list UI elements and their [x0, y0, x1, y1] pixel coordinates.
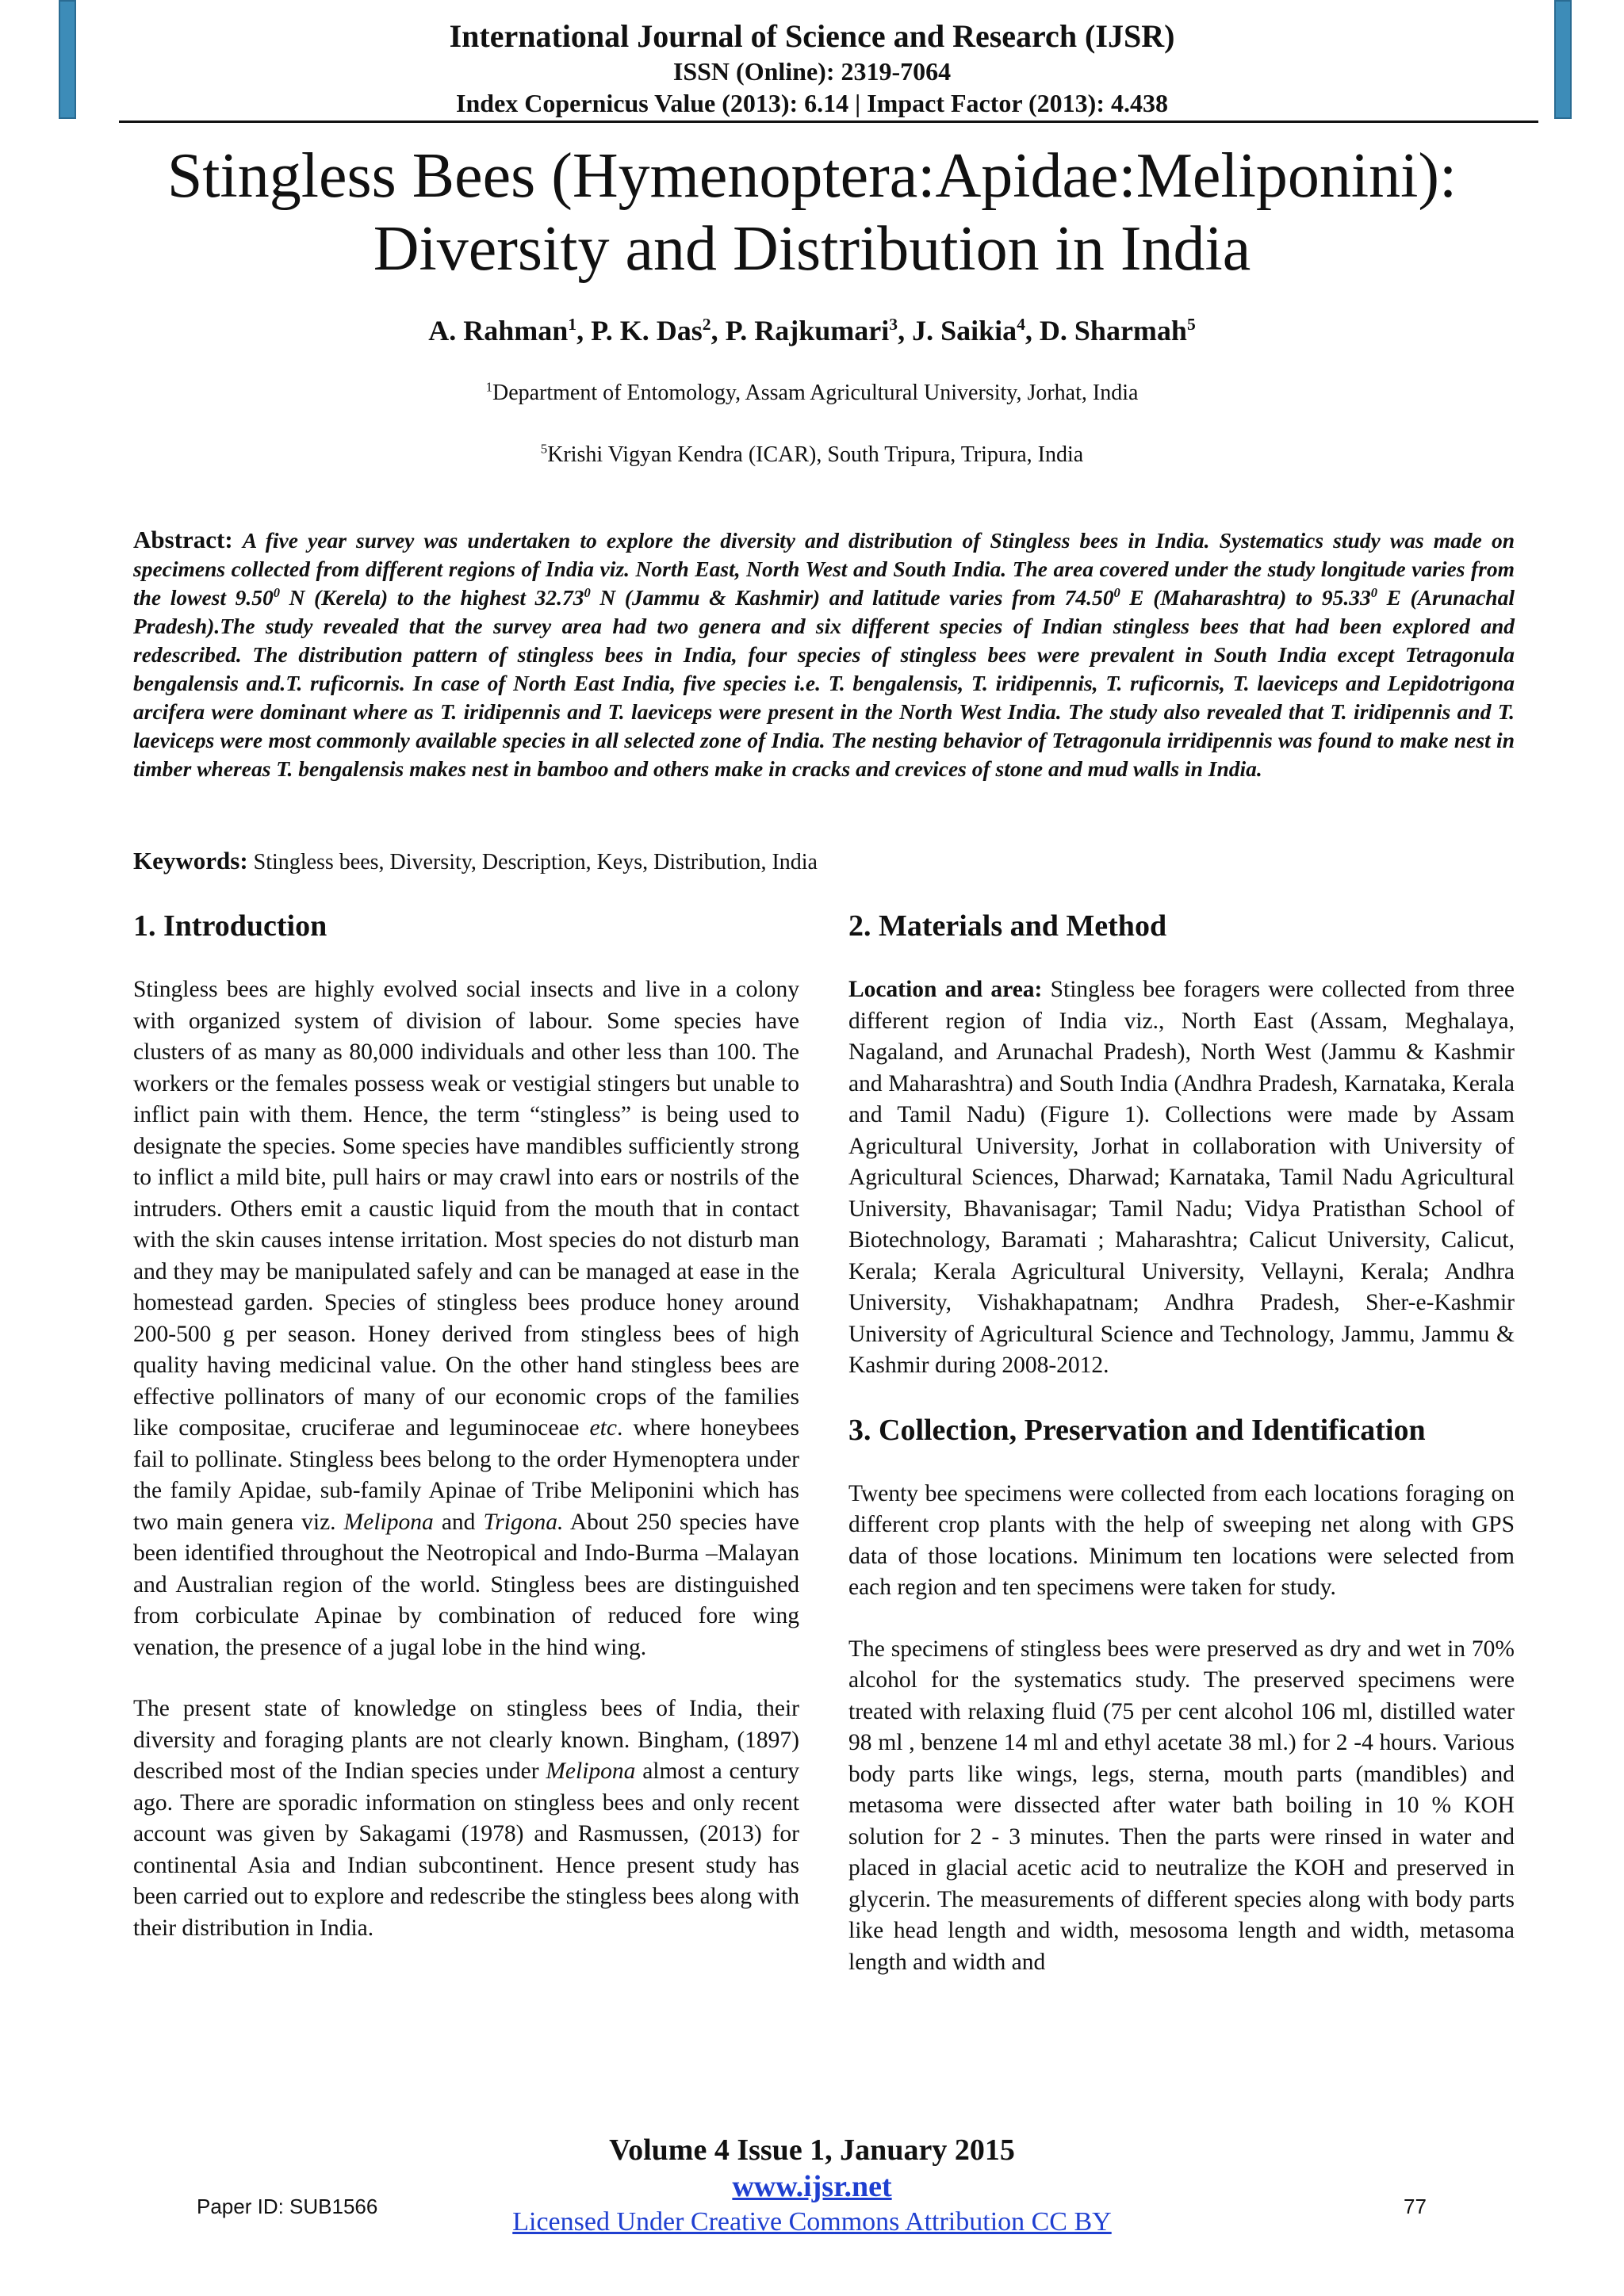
title-line-2: Diversity and Distribution in India [373, 214, 1251, 284]
affiliation-1 [0, 381, 1624, 406]
materials-lead: Location and area: [848, 977, 1043, 1002]
footer-license-link[interactable]: Licensed Under Creative Commons Attribution CC BY [512, 2207, 1112, 2237]
author-name: J. Saikia [912, 315, 1017, 346]
journal-header [0, 17, 1624, 119]
abstract-label: Abstract: [133, 526, 233, 553]
journal-name: International Journal of Science and Research (IJSR) [449, 18, 1175, 54]
collection-paragraph-2: The specimens of stingless bees were preserved as dry and wet in 70% alcohol for the systematics study. The preserved specimens were treated with relaxing fluid (75 per cent alcohol 106 ml, distilled water 98 ml , benzene 14 ml and ethyl acetate 38 ml.) for 2 -4 hours. Various body parts like wings, legs, sterna, mouth parts (mandibles) and metasoma were dissected after water bath boiling in 10 % KOH solution for 2 - 3 minutes. Then the parts were rinsed in water and placed in glacial acetic acid to neutralize the KOH and preserved in glycerin. The measurements of different species along with body parts like head length and width, mesosoma length and width, metasoma length and width and [848, 1636, 1515, 1975]
footer-paper-id: Paper ID: SUB1566 [197, 2195, 378, 2218]
right-column [848, 908, 1515, 2008]
author-sup: 5 [1186, 315, 1196, 334]
intro-paragraph-2: The present state of knowledge on stingless bees of India, their diversity and foraging plants are not clearly known. Bingham, (1897) described most of the Indian species under Melipona almost a century ago. There are sporadic information on stingless bees and only recent account was given by Sakagami (1978) and Rasmussen, (2013) for continental Asia and Indian subcontinent. Hence present study has been carried out to explore and redescribe the stingless bees along with their distribution in India. [133, 1696, 799, 1941]
abstract-text: A five year survey was undertaken to explore the diversity and distribution of Stingless bees in India. Systematics study was made on specimens collected from different regions of India viz. North East, North West and South India. The area covered under the study longitude varies from the lowest 9.50$^0$ N (Kerela) to the highest 32.73$^0$ N (Jammu & Kashmir) and latitude varies from 74.50$^0$ E (Maharashtra) to 95.33$^0$ E (Arunachal Pradesh).The study revealed that the survey area had two genera and six different species of Indian stingless bees that had been explored and redescribed. The distribution pattern of stingless bees in India, four species of stingless bees were prevalent in South India except Tetragonula bengalensis and.T. ruficornis. In case of North East India, five species i.e. T. bengalensis, T. iridipennis, T. ruficornis, T. laeviceps and Lepidotrigona arcifera were dominant where as T. iridipennis and T. laeviceps were present in the North West India. The study also revealed that T. iridipennis and T. laeviceps were most commonly available species in all selected zone of India. The nesting behavior of Tetragonula irridipennis was found to make nest in timber whereas T. bengalensis makes nest in bamboo and others make in cracks and crevices of stone and mud walls in India. [133, 528, 1515, 781]
author-name: P. K. Das [591, 315, 703, 346]
keywords-label: Keywords: [133, 847, 248, 874]
journal-index: Index Copernicus Value (2013): 6.14 | Impact Factor (2013): 4.438 [456, 89, 1168, 117]
header-divider [119, 121, 1538, 123]
left-column [133, 908, 799, 1974]
collection-paragraph-1: Twenty bee specimens were collected from each locations foraging on different crop plants with the help of sweeping net along with GPS data of those locations. Minimum ten locations were selected from each region and ten specimens were taken for study. [848, 1480, 1515, 1600]
keywords-text: Stingless bees, Diversity, Description, Keys, Distribution, India [253, 850, 818, 874]
affiliation-sup: 1 [485, 379, 492, 395]
footer-page-number: 77 [1404, 2195, 1427, 2218]
section-heading-introduction: 1. Introduction [133, 909, 327, 943]
author-sup: 1 [568, 315, 577, 334]
author-name: D. Sharmah [1039, 315, 1187, 346]
author-sup: 4 [1017, 315, 1025, 334]
footer-website-link[interactable]: www.ijsr.net [732, 2170, 892, 2203]
keywords [133, 847, 1515, 875]
affiliation-text: Department of Entomology, Assam Agricultural University, Jorhat, India [492, 381, 1139, 405]
abstract [133, 526, 1515, 783]
section-heading-collection: 3. Collection, Preservation and Identification [848, 1413, 1426, 1447]
footer-volume: Volume 4 Issue 1, January 2015 [609, 2133, 1015, 2167]
affiliation-text: Krishi Vigyan Kendra (ICAR), South Tripura, Tripura, India [547, 442, 1084, 467]
paper-title [79, 140, 1545, 285]
author-list: A. Rahman$^1$, P. K. Das$^2$, P. Rajkumari$^3$, J. Saikia$^4$, D. Sharmah$^5$ [428, 315, 1196, 346]
materials-paragraph: Location and area: Stingless bee foragers were collected from three different region of India viz., North East (Assam, Meghalaya, Nagaland, and Arunachal Pradesh), North West (Jammu & Kashmir and Maharashtra) and South India (Andhra Pradesh, Karnataka, Kerala and Tamil Nadu) (Figure 1). Collections were made by Assam Agricultural University, Jorhat in collaboration with University of Agricultural Sciences, Dharwad; Karnataka, Tamil Nadu Agricultural University, Bhavanisagar; Tamil Nadu; Vidya Pratisthan School of Biotechnology, Baramati ; Maharashtra; Calicut University, Calicut, Kerala; Kerala Agricultural University, Vellayni, Kerala; Andhra University, Vishakhapatnam; Andhra Pradesh, Sher-e-Kashmir University of Agricultural Science and Technology, Jammu, Jammu & Kashmir during 2008-2012. [848, 977, 1515, 1378]
section-heading-materials: 2. Materials and Method [848, 909, 1167, 943]
journal-issn: ISSN (Online): 2319-7064 [672, 57, 952, 86]
author-sup: 3 [889, 315, 898, 334]
affiliation-5 [0, 442, 1624, 468]
author-name: P. Rajkumari [725, 315, 890, 346]
title-line-1: Stingless Bees (Hymenoptera:Apidae:Meliponini): [167, 141, 1457, 211]
intro-paragraph-1: Stingless bees are highly evolved social insects and live in a colony with organized system of division of labour. Some species have clusters of as many as 80,000 individuals and other less than 100. The workers or the females possess weak or vestigial stingers but unable to inflict pain with them. Hence, the term “stingless” is being used to designate the species. Some species have mandibles sufficiently strong to inflict a mild bite, pull hairs or may crawl into ears or nostrils of the intruders. Others emit a caustic liquid from the mouth that in contact with the skin causes intense irritation. Most species do not disturb man and they may be manipulated safely and can be managed at ease in the homestead garden. Species of stingless bees produce honey around 200-500 g per season. Honey derived from stingless bees of high quality having medicinal value. On the other hand stingless bees are effective pollinators of many of our economic crops of the families like compositae, cruciferae and leguminoceae etc. where honeybees fail to pollinate. Stingless bees belong to the order Hymenoptera under the family Apidae, sub-family Apinae of Tribe Meliponini which has two main genera viz. Melipona and Trigona. About 250 species have been identified throughout the Neotropical and Indo-Burma –Malayan and Australian region of the world. Stingless bees are distinguished from corbiculate Apinae by combination of reduced fore wing venation, the presence of a jugal lobe in the hind wing. [133, 977, 800, 1660]
author-sup: 2 [702, 315, 711, 334]
affiliation-sup: 5 [540, 441, 548, 457]
author-name: A. Rahman [428, 315, 569, 346]
